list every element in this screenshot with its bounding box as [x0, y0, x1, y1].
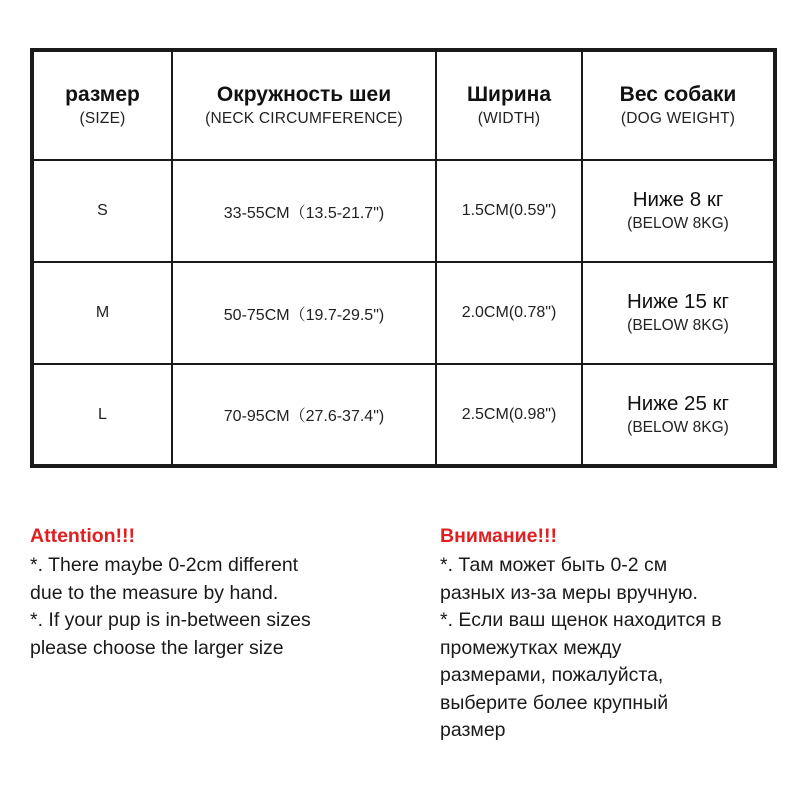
cell-width: 1.5CM(0.59")	[436, 160, 582, 262]
header-neck	[172, 50, 436, 160]
header-size-ru: размер	[65, 82, 140, 106]
attention-line: выберите более крупный	[440, 691, 669, 714]
attention-line: *. Там может быть 0-2 см	[440, 554, 668, 576]
header-width-ru: Ширина	[466, 82, 552, 106]
cell-width: 2.5CM(0.98")	[436, 364, 582, 466]
table-row-l	[32, 364, 775, 466]
cell-size: S	[32, 160, 172, 262]
attention-line: размер	[440, 719, 506, 741]
cell-weight-ru: Ниже 25 кг	[626, 391, 729, 415]
cell-size: M	[32, 262, 172, 364]
header-neck-en: (NECK CIRCUMFERENCE)	[205, 109, 403, 127]
attention-line: размерами, пожалуйста,	[440, 664, 664, 686]
cell-weight-ru: Ниже 15 кг	[626, 290, 729, 313]
header-size	[32, 50, 172, 160]
size-chart-table	[30, 48, 777, 468]
header-size-en: (SIZE)	[79, 109, 126, 127]
header-weight-ru: Вес собаки	[619, 82, 737, 106]
attention-line: due to the measure by hand.	[30, 581, 279, 604]
cell-weight-en: (BELOW 8KG)	[627, 418, 729, 436]
cell-width: 2.0CM(0.78")	[436, 262, 582, 364]
attention-line: промежутках между	[440, 636, 622, 659]
attention-line: *. Если ваш щенок находится в	[440, 609, 722, 631]
attention-line: *. If your pup is in-between sizes	[30, 609, 311, 631]
cell-neck: 70-95CM（27.6-37.4")	[172, 364, 436, 466]
cell-size: L	[32, 364, 172, 466]
attention-title-en: Attention!!!	[30, 525, 136, 547]
header-weight	[582, 50, 775, 160]
table-row-s	[32, 160, 775, 262]
table-header-row	[32, 50, 775, 160]
attention-title-ru: Внимание!!!	[440, 525, 557, 547]
cell-neck: 33-55CM（13.5-21.7")	[172, 160, 436, 262]
cell-weight-en: (BELOW 8KG)	[627, 215, 729, 232]
cell-weight	[582, 262, 775, 364]
cell-weight-en: (BELOW 8KG)	[627, 317, 729, 334]
attention-note-en	[30, 522, 410, 662]
header-weight-en: (DOG WEIGHT)	[620, 109, 736, 127]
attention-line: разных из-за меры вручную.	[440, 581, 698, 604]
attention-note-ru	[440, 522, 785, 745]
cell-weight-ru: Ниже 8 кг	[632, 188, 724, 211]
attention-line: *. There maybe 0-2cm different	[30, 554, 299, 576]
header-width-en: (WIDTH)	[477, 109, 541, 127]
cell-neck: 50-75CM（19.7-29.5")	[172, 262, 436, 364]
table-row-m	[32, 262, 775, 364]
attention-line: please choose the larger size	[30, 636, 284, 659]
cell-weight	[582, 160, 775, 262]
header-neck-ru: Окружность шеи	[216, 82, 392, 106]
cell-weight	[582, 364, 775, 466]
header-width	[436, 50, 582, 160]
